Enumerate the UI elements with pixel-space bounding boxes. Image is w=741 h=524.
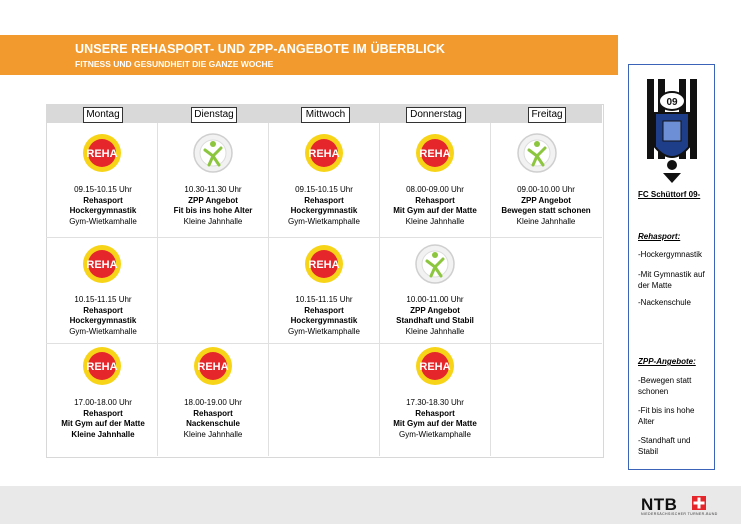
svg-text:09: 09 <box>666 97 678 108</box>
course-entry <box>51 295 155 337</box>
course-name: Mit Gym auf der Matte <box>61 419 145 428</box>
club-name: FC Schüttorf 09- <box>638 190 701 199</box>
course-type: Rehasport <box>304 195 344 205</box>
course-place: Kleine Jahnhalle <box>71 429 135 439</box>
course-entry <box>161 185 265 227</box>
course-time: 10.15-11.15 Uhr <box>295 295 353 304</box>
ntb-subtitle: NIEDERSÄCHSISCHER TURNER-BUND <box>641 512 718 516</box>
course-place: Gym-Wietkamphalle <box>287 326 360 336</box>
reha-heading: Rehasport: <box>638 232 681 241</box>
day-thursday: Donnerstag <box>406 107 466 123</box>
day-tuesday: Dienstag <box>191 107 237 123</box>
reha-logo-icon <box>78 345 126 387</box>
course-name: Mit Gym auf der Matte <box>393 419 477 428</box>
zpp-heading: ZPP-Angebote: <box>638 357 696 366</box>
svg-text:REHA: REHA <box>308 259 340 271</box>
grid-divider <box>379 123 380 456</box>
course-time: 09.15-10.15 Uhr <box>74 185 132 194</box>
svg-text:REHA: REHA <box>86 361 118 373</box>
course-place: Gym-Wietkamphalle <box>287 216 360 226</box>
club-crest-icon <box>641 77 703 185</box>
course-place: Kleine Jahnhalle <box>183 216 243 226</box>
page-subtitle: FITNESS UND GESUNDHEIT DIE GANZE WOCHE <box>75 59 274 69</box>
grid-divider <box>46 343 602 344</box>
reha-logo-icon <box>300 243 348 285</box>
svg-text:REHA: REHA <box>86 259 118 271</box>
zpp-logo-icon <box>513 132 561 174</box>
course-name: Hockergymnastik <box>69 316 137 325</box>
course-type: ZPP Angebot <box>188 195 238 205</box>
course-place: Kleine Jahnhalle <box>516 216 576 226</box>
day-friday: Freitag <box>528 107 566 123</box>
svg-text:REHA: REHA <box>197 361 229 373</box>
svg-text:REHA: REHA <box>308 148 340 160</box>
day-monday: Montag <box>83 107 123 123</box>
course-place: Kleine Jahnhalle <box>405 326 465 336</box>
course-type: Rehasport <box>304 305 344 315</box>
course-type: Rehasport <box>415 408 455 418</box>
course-name: Hockergymnastik <box>290 316 358 325</box>
course-time: 08.00-09.00 Uhr <box>406 185 464 194</box>
course-name: Hockergymnastik <box>290 206 358 215</box>
course-type: Rehasport <box>193 408 233 418</box>
course-type: Rehasport <box>83 195 123 205</box>
course-time: 17.00-18.00 Uhr <box>74 398 132 407</box>
reha-logo-icon <box>411 132 459 174</box>
course-entry <box>51 185 155 227</box>
grid-divider <box>268 123 269 456</box>
reha-item: -Nackenschule <box>638 298 691 307</box>
course-type: Rehasport <box>83 305 123 315</box>
course-time: 09.15-10.15 Uhr <box>295 185 353 194</box>
svg-text:REHA: REHA <box>419 361 451 373</box>
course-name: Mit Gym auf der Matte <box>393 206 477 215</box>
grid-divider <box>490 123 491 456</box>
course-entry <box>161 398 265 440</box>
header-banner <box>0 35 618 75</box>
course-name: Bewegen statt schonen <box>501 206 591 215</box>
reha-item: -Mit Gymnastik auf der Matte <box>638 270 705 290</box>
course-entry <box>272 185 376 227</box>
course-time: 18.00-19.00 Uhr <box>184 398 242 407</box>
course-time: 09.00-10.00 Uhr <box>517 185 575 194</box>
zpp-logo-icon <box>411 243 459 285</box>
club-sidebar <box>628 64 715 470</box>
footer-bar <box>0 486 741 524</box>
course-place: Gym-Wietkamhalle <box>69 216 137 226</box>
course-entry <box>51 398 155 440</box>
course-time: 17.30-18.30 Uhr <box>406 398 464 407</box>
course-type: ZPP Angebot <box>521 195 571 205</box>
zpp-item: -Fit bis ins hohe Alter <box>638 406 695 426</box>
svg-text:REHA: REHA <box>86 148 118 160</box>
zpp-item: -Standhaft und Stabil <box>638 436 691 456</box>
course-type: Rehasport <box>83 408 123 418</box>
course-name: Fit bis ins hohe Alter <box>173 206 253 215</box>
course-time: 10.30-11.30 Uhr <box>184 185 242 194</box>
course-place: Kleine Jahnhalle <box>405 216 465 226</box>
reha-logo-icon <box>78 132 126 174</box>
reha-item: -Hockergymnastik <box>638 250 703 259</box>
day-wednesday: Mittwoch <box>301 107 350 123</box>
course-time: 10.15-11.15 Uhr <box>74 295 132 304</box>
course-name: Standhaft und Stabil <box>396 316 474 325</box>
course-entry <box>383 295 487 337</box>
course-name: Nackenschule <box>186 419 240 428</box>
course-name: Hockergymnastik <box>69 206 137 215</box>
course-entry <box>272 295 376 337</box>
course-place: Gym-Wietkamhalle <box>69 326 137 336</box>
course-type: Rehasport <box>415 195 455 205</box>
grid-divider <box>157 123 158 456</box>
svg-text:REHA: REHA <box>419 148 451 160</box>
course-time: 10.00-11.00 Uhr <box>406 295 464 304</box>
course-entry <box>383 185 487 227</box>
zpp-logo-icon <box>189 132 237 174</box>
course-type: ZPP Angebot <box>410 305 460 315</box>
course-place: Gym-Wietkamphalle <box>398 429 471 439</box>
ntb-mark-icon <box>692 496 706 510</box>
course-place: Kleine Jahnhalle <box>183 429 243 439</box>
course-entry <box>383 398 487 440</box>
reha-logo-icon <box>189 345 237 387</box>
page-title: UNSERE REHASPORT- UND ZPP-ANGEBOTE IM ÜBERBLICK <box>75 42 445 56</box>
reha-logo-icon <box>300 132 348 174</box>
zpp-item: -Bewegen statt schonen <box>638 376 692 396</box>
ntb-logo-text: NTB <box>641 495 678 514</box>
reha-logo-icon <box>411 345 459 387</box>
reha-logo-icon <box>78 243 126 285</box>
grid-divider <box>46 237 602 238</box>
course-entry <box>494 185 598 227</box>
